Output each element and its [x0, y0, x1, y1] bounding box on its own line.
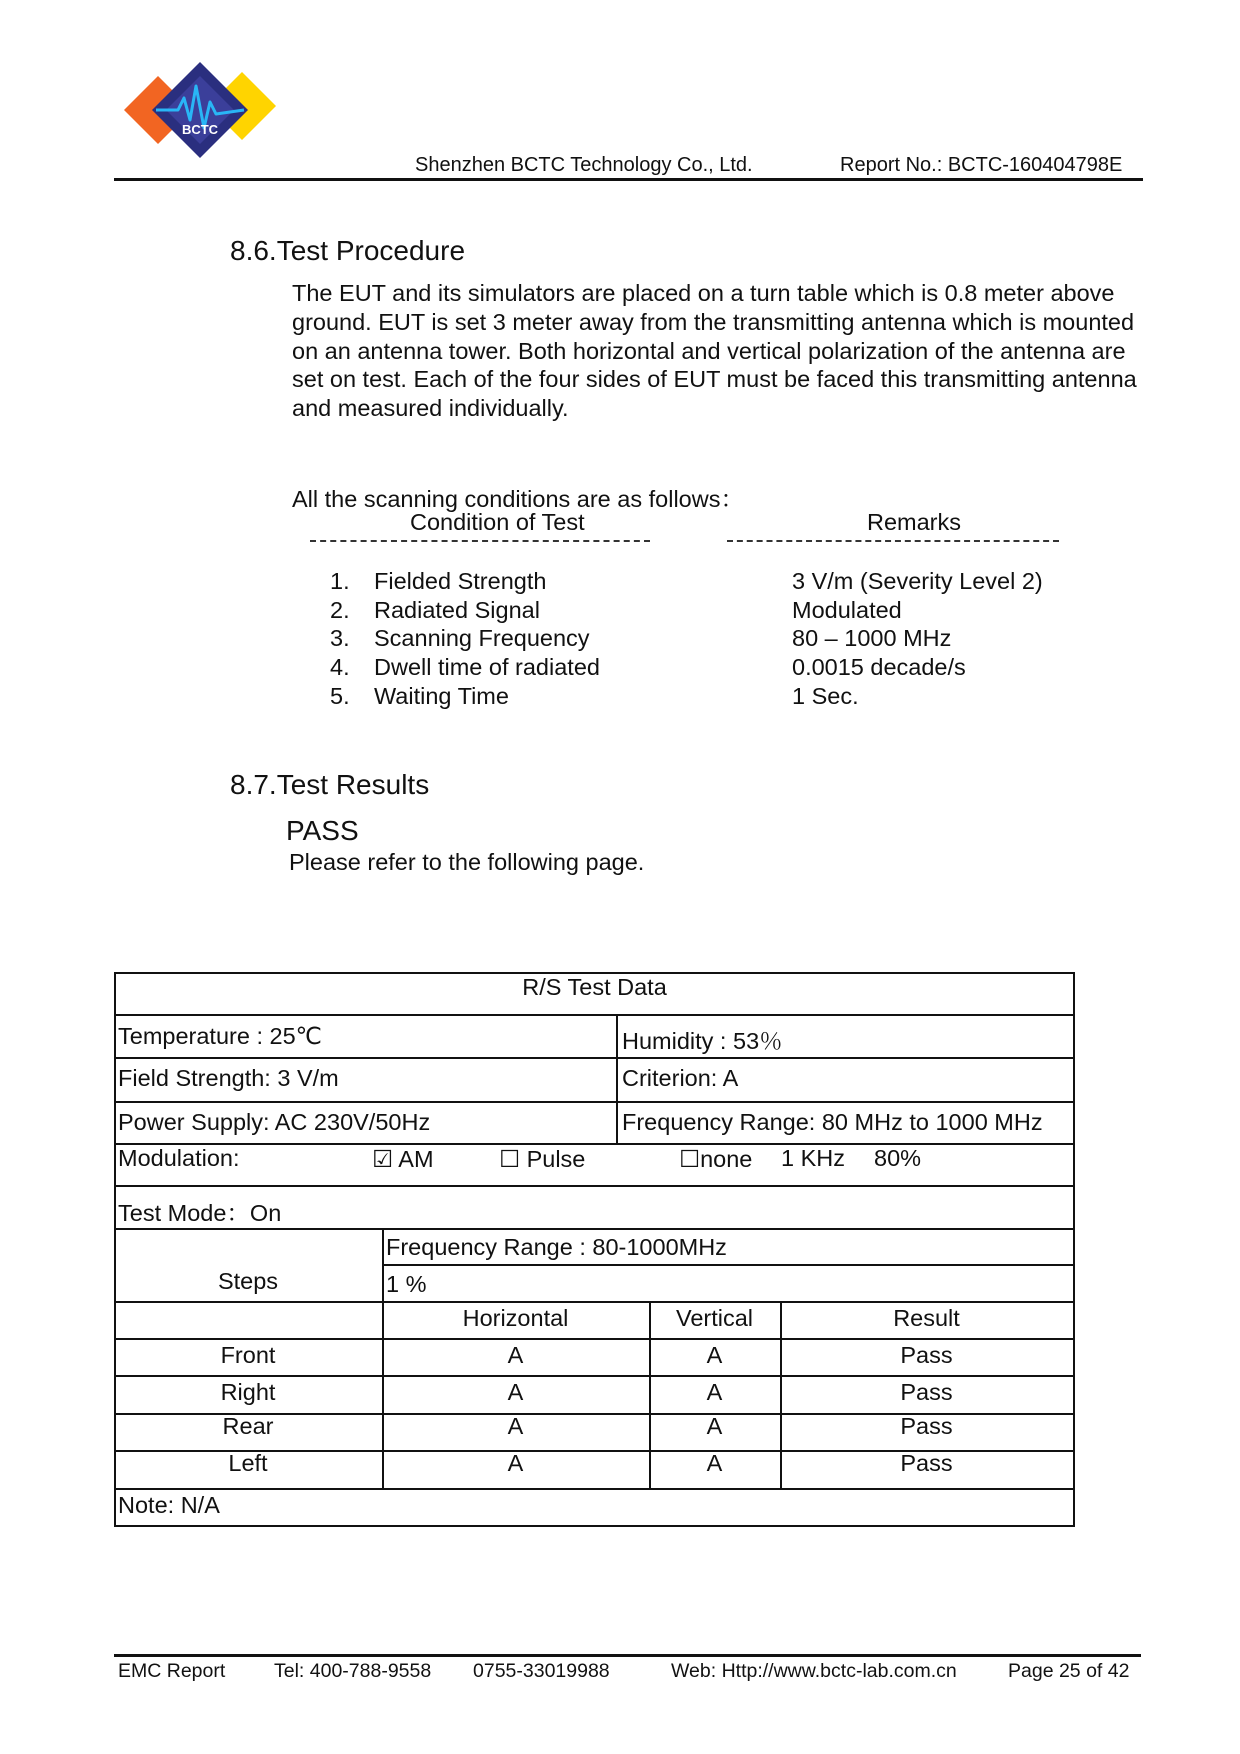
table-row-horizontal: A — [507, 1450, 524, 1476]
procedure-paragraph: The EUT and its simulators are placed on a turn table which is 0.8 meter above ground. EUT is set 3 meter away from the transmitting antenna which is mounted on an antenna tower. Both horizontal and vertical polarization of the antenna are set on test. Each of the four sides of EUT must be faced this transmitting antenna and measured individually. — [292, 280, 1137, 422]
footer-page: Page 25 of 42 — [1008, 1660, 1130, 1682]
result-pass: PASS — [286, 815, 359, 846]
field-strength: Field Strength: 3 V/m — [118, 1065, 339, 1091]
list-item — [290, 567, 1090, 596]
table-row-side: Right — [220, 1379, 276, 1405]
condition-label: Fielded Strength — [374, 568, 547, 594]
temperature: Temperature : 25℃ — [118, 1023, 323, 1049]
company-name: Shenzhen BCTC Technology Co., Ltd. — [415, 154, 753, 176]
humidity: Humidity : 53％ — [622, 1028, 783, 1054]
section-title-test-results: 8.7.Test Results — [230, 769, 430, 800]
section-title-test-procedure: 8.6.Test Procedure — [230, 235, 466, 266]
condition-label: Radiated Signal — [374, 596, 540, 623]
item-number: 5. — [330, 682, 350, 709]
remarks-divider — [727, 540, 1059, 542]
condition-divider — [310, 540, 650, 542]
condition-remark: 1 Sec. — [792, 682, 859, 709]
mod-pulse-checkbox[interactable]: ☐ Pulse — [499, 1146, 586, 1172]
table-row-vertical: A — [706, 1413, 723, 1439]
frequency-range: Frequency Range: 80 MHz to 1000 MHz — [622, 1109, 1043, 1135]
item-number: 3. — [330, 625, 350, 652]
test-mode: Test Mode：On — [118, 1200, 282, 1226]
freq-range-row: Frequency Range : 80-1000MHz — [386, 1234, 727, 1260]
mod-none-checkbox[interactable]: ☐none — [679, 1146, 753, 1172]
footer-doc: EMC Report — [118, 1660, 226, 1682]
mod-depth: 80% — [874, 1145, 922, 1171]
modulation-label: Modulation: — [118, 1145, 240, 1171]
mod-am-checkbox[interactable]: ☑ AM — [372, 1146, 434, 1172]
power-supply: Power Supply: AC 230V/50Hz — [118, 1109, 431, 1135]
table-row-result: Pass — [900, 1342, 953, 1368]
scan-intro: All the scanning conditions are as follows： — [292, 486, 744, 512]
table-row-result: Pass — [900, 1450, 953, 1476]
header-rule — [114, 178, 1143, 181]
condition-column-header: Condition of Test — [410, 509, 585, 535]
list-item — [290, 653, 1090, 682]
steps-label: Steps — [217, 1268, 279, 1294]
remarks-column-header: Remarks — [867, 509, 962, 535]
condition-remark: Modulated — [792, 596, 902, 623]
table-row-horizontal: A — [507, 1413, 524, 1439]
bctc-logo — [116, 56, 284, 172]
table-row-side: Front — [220, 1342, 276, 1368]
table-note: Note: N/A — [118, 1492, 220, 1518]
table-row-side: Rear — [222, 1413, 274, 1439]
item-number: 2. — [330, 596, 350, 623]
condition-label: Scanning Frequency — [374, 625, 590, 652]
item-number: 4. — [330, 654, 350, 681]
list-item — [290, 596, 1090, 625]
list-item — [290, 682, 1090, 711]
condition-remark: 3 V/m (Severity Level 2) — [792, 568, 1043, 594]
table-row-vertical: A — [706, 1379, 723, 1405]
table-row-vertical: A — [706, 1450, 723, 1476]
table-row-result: Pass — [900, 1413, 953, 1439]
criterion: Criterion: A — [622, 1065, 739, 1091]
horizontal-header: Horizontal — [462, 1305, 569, 1331]
condition-list — [290, 567, 1090, 710]
steps-value: 1 % — [386, 1271, 427, 1297]
table-row-horizontal: A — [507, 1342, 524, 1368]
logo-text: BCTC — [181, 122, 219, 137]
footer-tel2: 0755-33019988 — [473, 1660, 610, 1682]
table-row-side: Left — [228, 1450, 268, 1476]
report-number: Report No.: BCTC-160404798E — [840, 154, 1123, 176]
refer-note: Please refer to the following page. — [289, 849, 645, 875]
list-item — [290, 624, 1090, 653]
footer-web[interactable]: Web: Http://www.bctc-lab.com.cn — [671, 1660, 957, 1682]
vertical-header: Vertical — [675, 1305, 754, 1331]
table-row-result: Pass — [900, 1379, 953, 1405]
condition-label: Waiting Time — [374, 682, 509, 709]
condition-remark: 80 – 1000 MHz — [792, 625, 952, 652]
footer-rule — [114, 1654, 1141, 1657]
condition-remark: 0.0015 decade/s — [792, 654, 966, 681]
table-row-horizontal: A — [507, 1379, 524, 1405]
condition-label: Dwell time of radiated — [374, 654, 600, 681]
item-number: 1. — [330, 568, 350, 594]
mod-frequency: 1 KHz — [781, 1145, 845, 1171]
bctc-logo-graphic — [116, 56, 284, 172]
table-row-vertical: A — [706, 1342, 723, 1368]
rs-test-data-table — [114, 972, 1075, 1527]
footer-tel: Tel: 400-788-9558 — [274, 1660, 432, 1682]
result-header: Result — [893, 1305, 960, 1331]
table-title: R/S Test Data — [522, 974, 667, 1000]
